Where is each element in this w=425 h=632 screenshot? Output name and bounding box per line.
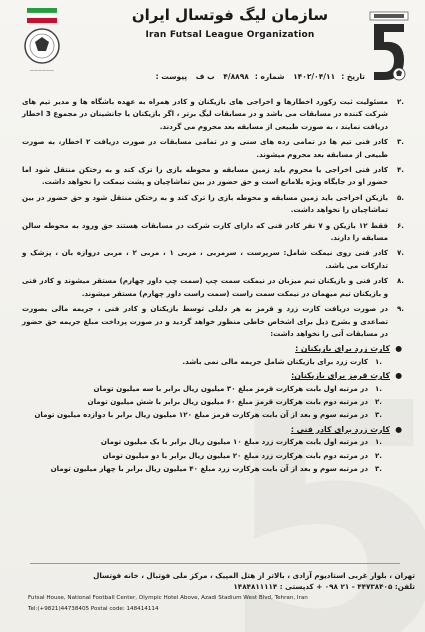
footer-phone-fa: تلفن: ۴۴۷۳۸۴۰۵ - ۲۱ ۰۹۸ + کدپستی : ۱۴۸۴۸۱۱۱۱۴	[233, 582, 415, 591]
list-item	[22, 303, 404, 340]
org-title-fa: سازمان لیگ فوتسال ایران	[131, 6, 329, 24]
list-item	[22, 275, 404, 300]
sub-text: در مرتبه دوم بابت هرکارت زرد مبلغ ۲۰ میلیون ریال برابر با دو میلیون تومان	[102, 450, 368, 460]
section-heading-yellow-players	[22, 343, 404, 355]
sub-text: در مرتبه اول بابت هرکارت زرد مبلغ ۱۰ میلیون ریال برابر با یک میلیون تومان	[100, 437, 368, 447]
list-item	[22, 409, 404, 421]
bullet-icon: ●	[395, 424, 402, 434]
footer-address-en: Futsal House, National Football Center, Olympic Hotel Above, Azadi Stadium West Blvd, Tehran, Iran	[28, 595, 308, 601]
futsal-league-logo-icon	[366, 8, 412, 86]
item-number: .۲	[396, 97, 404, 106]
list-item	[22, 192, 404, 217]
sub-number: .۱	[374, 437, 382, 447]
section-title: کارت قرمز برای بازیکنان:	[291, 371, 390, 381]
letter-body	[22, 96, 404, 476]
item-text: فقط ۱۲ بازیکن و ۷ نفر کادر فنی که دارای کارت شرکت در مسابقات هستند حق ورود به محوطه سالن مسابقه را دارند.	[22, 220, 388, 243]
sub-text: در مرتبه سوم و بعد از آن بابت هرکارت زرد مبلغ ۴۰ میلیون ریال برابر با چهار میلیون تومان	[50, 463, 368, 473]
letter-footer	[20, 570, 415, 614]
list-item	[22, 450, 404, 462]
item-number: .۹	[396, 304, 404, 314]
item-text: کادر فنی اخراجی یا محروم باید زمین مسابقه و محوطه بازی را ترک کند و به رختکن منتقل شود اما حضور او در جایگاه ویژه بلامانع است و حق حضور در بین تماشاچیان و پشت نیمکت را نخواهد داشت.	[22, 165, 388, 187]
sub-number: .۳	[374, 410, 382, 420]
sub-number: .۱	[374, 356, 382, 366]
sub-text: در مرتبه دوم بابت هرکارت قرمز مبلغ ۶۰ میلیون ریال برابر با شش میلیون تومان	[87, 396, 368, 406]
footer-divider	[30, 563, 400, 564]
list-item	[22, 164, 404, 189]
list-item	[22, 396, 404, 408]
item-text: کادر فنی و بازیکنان تیم میزبان در نیمکت سمت چپ (سمت چپ داور چهارم) مستقر میشوند و کادر فنی و بازیکنان تیم میهمان در نیمکت سمت راست (سمت راست داور چهارم) مستقر میشوند.	[22, 276, 388, 298]
list-item	[22, 220, 404, 245]
item-text: کادر فنی روی نیمکت شامل: سرپرست ، سرمربی ، مربی ۱ ، مربی ۲ ، مربی دروازه بان ، پزشک و تدارکات می باشد.	[22, 248, 388, 270]
item-number: .۶	[396, 220, 404, 230]
item-text: بازیکن اخراجی باید زمین مسابقه و محوطه بازی را ترک کند و به رختکن منتقل شود و حق حضور در بین تماشاچیان را نخواهد داشت.	[22, 192, 388, 215]
sub-text: در مرتبه اول بابت هرکارت قرمز مبلغ ۳۰ میلیون ریال برابر با سه میلیون تومان	[93, 383, 368, 393]
attachment-value: ب ف	[195, 72, 215, 81]
sub-text: کارت زرد برای بازیکنان شامل جریمه مالی نمی باشد.	[182, 356, 368, 366]
section-heading-red-players	[22, 370, 404, 382]
item-text: مسئولیت ثبت رکورد اخطارها و اخراجی های بازیکنان و کادر همراه به عهده باشگاه ها و مدیر تیم های شرکت کننده در مسابقات می باشد و در مسابقات لیگ برتر ، اگر بازیکنان یا جانشینان در مجموع 3 اخطار دریافت نمایند ، به صورت طبیعی از مسابقه بعد محروم می گردند.	[22, 97, 389, 131]
letterhead	[0, 0, 425, 90]
list-item	[22, 356, 404, 368]
list-item	[22, 247, 404, 272]
svg-text:——————: ——————	[30, 68, 54, 73]
list-item	[22, 136, 404, 161]
sub-number: .۲	[374, 396, 382, 406]
item-text: در صورت دریافت کارت زرد و قرمز به هر دلیلی توسط بازیکنان و کادر فنی ، جریمه مالی بصورت تصاعدی و بشرح ذیل برای اشخاص خاطی منظور خواهد گردید و در صورت پرداخت مبلغ جریمه حق حضور در مسابقات آتی را نخواهد داشت:	[22, 304, 388, 338]
sub-text: در مرتبه سوم و بعد از آن بابت هرکارت قرمز مبلغ ۱۲۰ میلیون ریال برابر با دوازده میلیون تومان	[34, 410, 368, 420]
number-value: ۴/۸۸۹۸	[223, 72, 249, 81]
section-title: کارت زرد برای بازیکنان :	[295, 344, 390, 354]
list-item	[22, 383, 404, 395]
list-item	[22, 436, 404, 448]
date-value: ۱۴۰۲/۰۴/۱۱	[293, 72, 336, 81]
org-title-en: Iran Futsal League Organization	[145, 30, 315, 40]
bullet-icon: ●	[395, 344, 402, 354]
attachment-label: پیوست :	[155, 72, 188, 81]
sub-number: .۱	[374, 383, 382, 393]
section-heading-yellow-staff	[22, 424, 404, 436]
date-label: تاریخ :	[341, 72, 365, 81]
list-item	[22, 463, 404, 475]
item-number: .۴	[396, 165, 404, 175]
item-number: .۳	[396, 137, 404, 147]
item-text: کادر فنی تیم ها در تمامی رده های سنی و در تمامی مسابقات در صورت دریافت ۲ اخطار، به صورت طبیعی از مسابقه بعد محروم میشوند.	[22, 137, 388, 159]
bullet-icon: ●	[395, 371, 402, 381]
list-item	[22, 96, 404, 133]
letter-meta	[80, 72, 365, 86]
sub-number: .۲	[374, 450, 382, 460]
section-title: کارت زرد برای کادر فنی :	[290, 424, 390, 434]
number-label: شماره :	[254, 72, 285, 81]
item-number: .۵	[396, 192, 404, 202]
sub-number: .۳	[374, 463, 382, 473]
federation-logo-icon	[10, 6, 74, 80]
item-number: .۸	[396, 276, 404, 286]
item-number: .۷	[396, 248, 404, 258]
footer-phone-en: Tel:(+9821)44738405 Postal code: 148414114	[28, 606, 159, 612]
footer-address-fa: تهران ، بلوار غربی استادیوم آزادی ، بالاتر از هتل المپیک ، مرکز ملی فوتبال ، خانه فوتسال	[93, 571, 415, 580]
